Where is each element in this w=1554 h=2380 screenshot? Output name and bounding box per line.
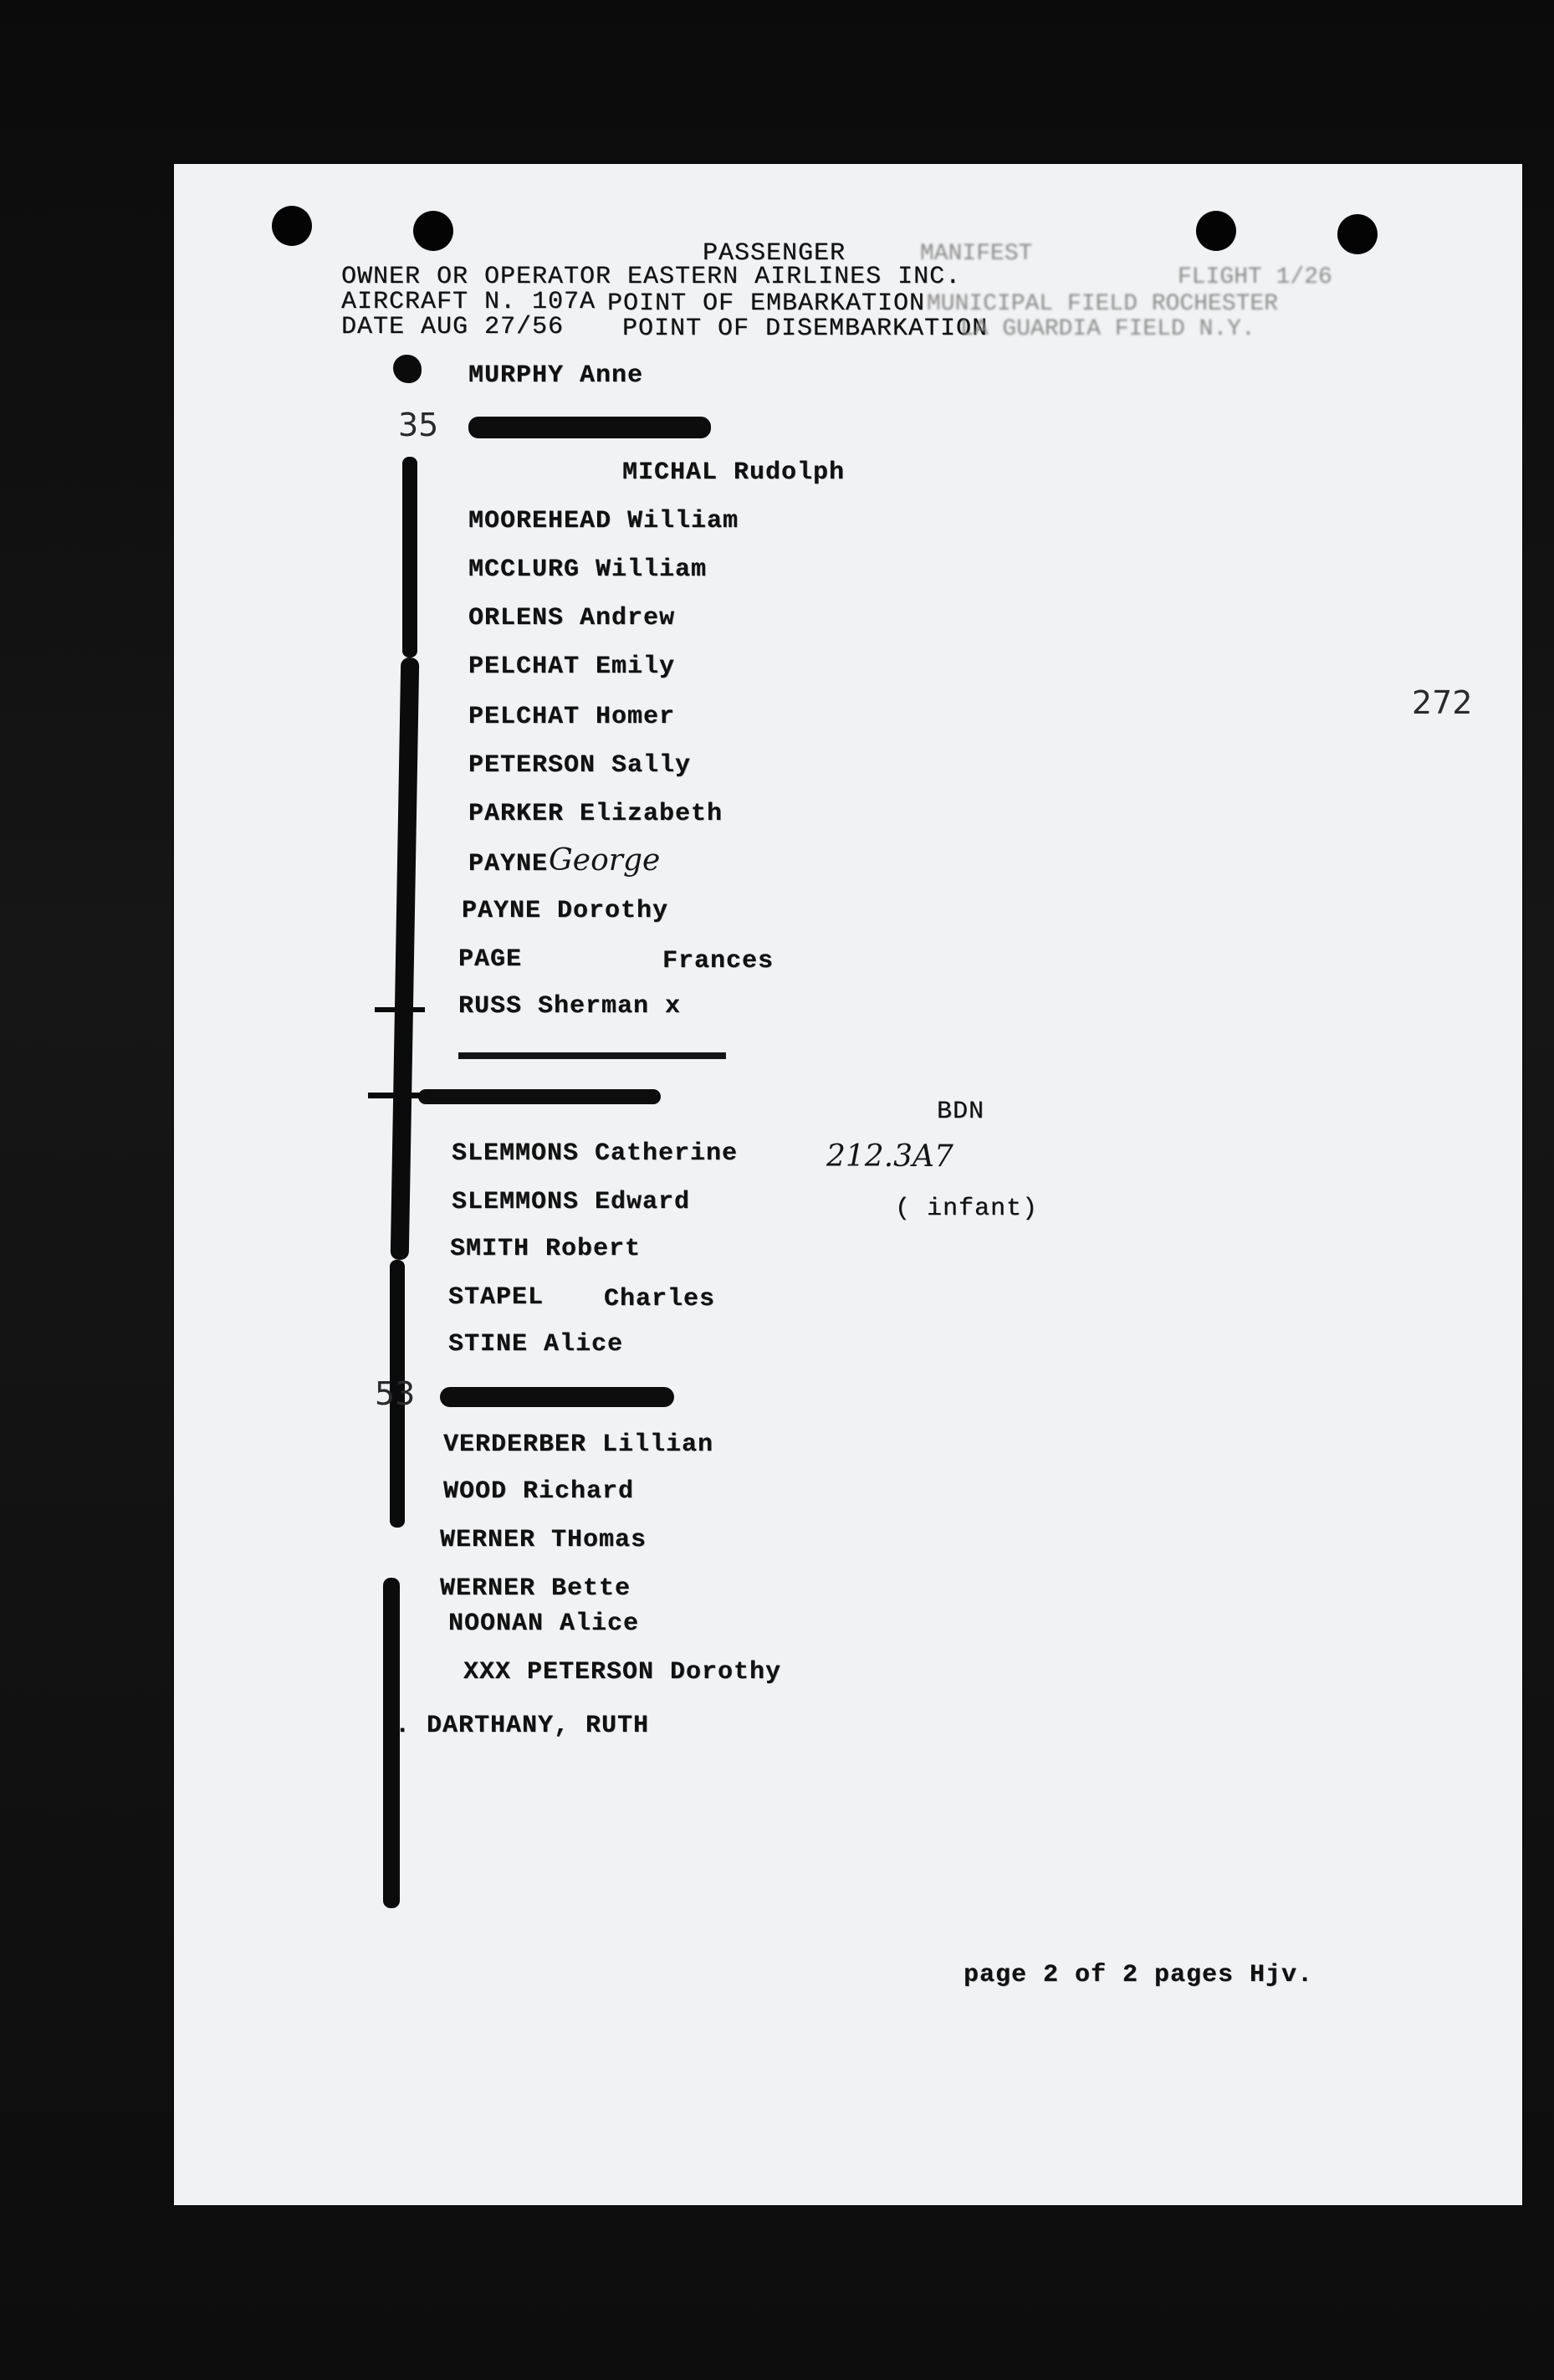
marker-bar	[383, 1578, 400, 1908]
punch-hole	[413, 211, 453, 251]
row-number-53: 53	[375, 1375, 416, 1412]
punch-hole	[1337, 214, 1378, 254]
embarkation-line: POINT OF EMBARKATION	[607, 289, 926, 318]
manifest-title-faded: MANIFEST	[920, 241, 1033, 267]
passenger-name: ORLENS Andrew	[468, 604, 676, 632]
passenger-name: MICHAL Rudolph	[622, 458, 846, 487]
passenger-name: PARKER Elizabeth	[468, 800, 723, 828]
disembarkation-line: POINT OF DISEMBARKATION	[622, 315, 989, 343]
passenger-name: PAGE	[458, 945, 523, 974]
marker-blob	[393, 355, 422, 383]
passenger-name: PETERSON Sally	[468, 751, 692, 780]
handwritten-george: George	[549, 843, 661, 878]
passenger-name: RUSS Sherman x	[458, 992, 682, 1021]
disembarkation-faded: LA GUARDIA FIELD N.Y.	[960, 316, 1255, 342]
passenger-name: PAYNE Dorothy	[462, 897, 669, 925]
struck-entry-text	[467, 1044, 718, 1069]
passenger-name: MOOREHEAD William	[468, 507, 739, 535]
passenger-name: PELCHAT Homer	[468, 703, 676, 731]
embarkation-faded: MUNICIPAL FIELD ROCHESTER	[927, 291, 1279, 317]
manifest-title: PASSENGER	[703, 239, 846, 268]
bdn-note: BDN	[937, 1098, 985, 1126]
marker-bar	[402, 457, 417, 658]
passenger-name: XXX PETERSON Dorothy	[463, 1658, 782, 1686]
passenger-name: VERDERBER Lillian	[443, 1431, 714, 1459]
manifest-page	[174, 164, 1522, 2205]
flight-number-faded: FLIGHT 1/26	[1178, 264, 1332, 290]
page-number: 272	[1412, 684, 1473, 721]
punch-hole	[1196, 211, 1236, 251]
reference-number: 212.3A7	[826, 1139, 953, 1174]
marker-bar	[391, 658, 420, 1260]
owner-operator-line: OWNER OR OPERATOR EASTERN AIRLINES INC.	[341, 263, 962, 291]
passenger-name: NOONAN Alice	[448, 1610, 640, 1638]
struck-entry	[440, 1387, 674, 1407]
passenger-name: Charles	[604, 1285, 716, 1313]
passenger-name: MCCLURG William	[468, 555, 708, 584]
passenger-name: Frances	[662, 947, 774, 975]
infant-note: ( infant)	[895, 1195, 1039, 1223]
passenger-name: . DARTHANY, RUTH	[395, 1712, 650, 1740]
passenger-name: MURPHY Anne	[468, 361, 644, 390]
page-count-note: page 2 of 2 pages Hjv.	[964, 1961, 1314, 1989]
struck-entry	[418, 1089, 661, 1104]
marker-bar	[375, 1007, 425, 1012]
passenger-name: SMITH Robert	[450, 1235, 642, 1263]
passenger-name: SLEMMONS Edward	[452, 1188, 691, 1216]
passenger-name: PAYNE	[468, 850, 549, 878]
passenger-name: STAPEL	[448, 1283, 544, 1312]
passenger-name: WERNER Bette	[440, 1574, 631, 1603]
row-number-35: 35	[398, 407, 439, 443]
date-line: DATE AUG 27/56	[341, 313, 565, 341]
punch-hole	[272, 206, 312, 246]
passenger-name: PELCHAT Emily	[468, 653, 676, 681]
passenger-name: WOOD Richard	[443, 1477, 635, 1506]
passenger-name: SLEMMONS Catherine	[452, 1139, 739, 1168]
struck-entry	[468, 417, 711, 438]
aircraft-line: AIRCRAFT N. 107A	[341, 288, 596, 316]
passenger-name: STINE Alice	[448, 1330, 624, 1359]
passenger-name: WERNER THomas	[440, 1526, 647, 1554]
